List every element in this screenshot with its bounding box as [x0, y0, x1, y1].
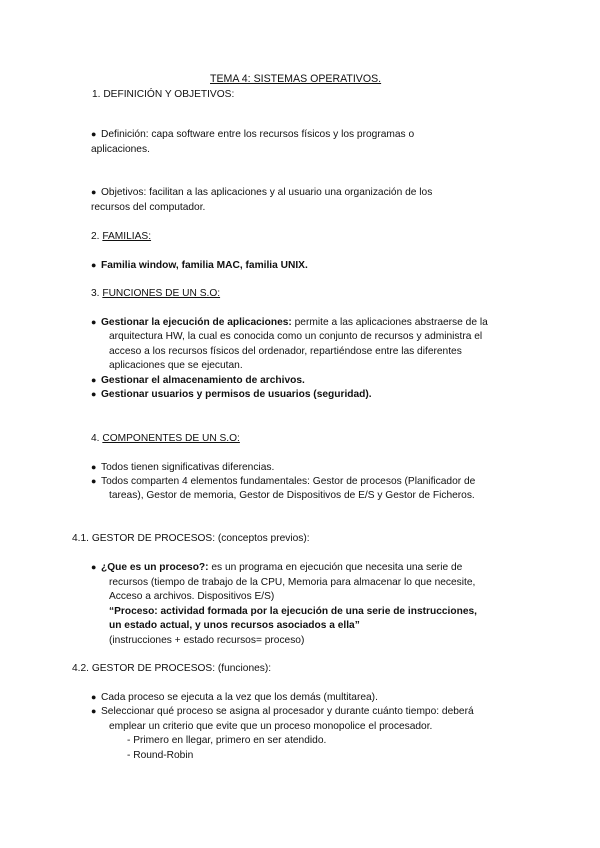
functions-item-2: Gestionar el almacenamiento de archivos.: [101, 375, 305, 386]
section-1-heading: 1. DEFINICIÓN Y OBJETIVOS:: [92, 89, 235, 100]
bullet-functions-1: ●: [91, 317, 97, 327]
process-item-line-1: [101, 561, 462, 574]
bullet-components-1: ●: [91, 462, 97, 472]
definition-line-2: aplicaciones.: [91, 144, 150, 155]
section-4-1-heading: 4.1. GESTOR DE PROCESOS: (conceptos previos):: [72, 533, 310, 544]
functions-item-1-line-4: aplicaciones que se ejecutan.: [109, 360, 243, 371]
bullet-families: ●: [91, 260, 97, 270]
scheduling-option-2: - Round-Robin: [127, 750, 194, 761]
functions-item-3: Gestionar usuarios y permisos de usuarios (seguridad).: [101, 389, 372, 400]
functions-item-1-bold: Gestionar la ejecución de aplicaciones:: [101, 317, 292, 328]
section-4-number: 4.: [91, 433, 100, 444]
process-quote-line-1: “Proceso: actividad formada por la ejecución de una serie de instrucciones,: [109, 606, 477, 617]
section-4-heading: [91, 432, 240, 445]
section-2-title: FAMILIAS:: [102, 231, 152, 242]
process-quote-line-2: un estado actual, y unos recursos asociados a ella”: [109, 620, 360, 631]
bullet-functions-b: ●: [91, 706, 97, 716]
bullet-functions-3: ●: [91, 389, 97, 399]
section-4-title: COMPONENTES DE UN S.O:: [102, 433, 240, 444]
objectives-line-1: Objetivos: facilitan a las aplicaciones y al usuario una organización de los: [101, 187, 433, 198]
section-3-number: 3.: [91, 288, 100, 299]
definition-line-1: Definición: capa software entre los recursos físicos y los programas o: [101, 129, 415, 140]
process-item-rest: es un programa en ejecución que necesita una serie de: [208, 562, 463, 573]
functions-item-1-rest: permite a las aplicaciones abstraerse de la: [291, 317, 488, 328]
section-2-heading: [91, 230, 151, 243]
section-3-title: FUNCIONES DE UN S.O:: [102, 288, 221, 299]
section-3-heading: [91, 287, 220, 300]
scheduling-option-1: - Primero en llegar, primero en ser atendido.: [127, 735, 327, 746]
functions-item-1-line-1: [101, 316, 488, 329]
process-functions-item-2-line-1: Seleccionar qué proceso se asigna al procesador y durante cuánto tiempo: deberá: [101, 706, 474, 717]
components-item-2-line-1: Todos comparten 4 elementos fundamentales: Gestor de procesos (Planificador de: [101, 476, 476, 487]
process-functions-item-2-line-2: emplear un criterio que evite que un proceso monopolice el procesador.: [109, 721, 433, 732]
process-item-line-3: Acceso a archivos. Dispositivos E/S): [109, 591, 275, 602]
families-item: Familia window, familia MAC, familia UNIX.: [101, 260, 308, 271]
functions-item-1-line-3: acceso a los recursos físicos del ordenador, repartiéndose entre las diferentes: [109, 346, 462, 357]
bullet-definition: ●: [91, 129, 97, 139]
bullet-objectives: ●: [91, 187, 97, 197]
section-2-number: 2.: [91, 231, 100, 242]
functions-item-1-line-2: arquitectura HW, la cual es conocida como un conjunto de recursos y administra el: [109, 331, 483, 342]
document-title: TEMA 4: SISTEMAS OPERATIVOS.: [210, 73, 382, 85]
process-item-bold: ¿Que es un proceso?:: [101, 562, 209, 573]
components-item-1: Todos tienen significativas diferencias.: [101, 462, 275, 473]
bullet-process: ●: [91, 562, 97, 572]
bullet-functions-a: ●: [91, 692, 97, 702]
process-formula: (instrucciones + estado recursos= proceso): [109, 635, 305, 646]
components-item-2-line-2: tareas), Gestor de memoria, Gestor de Dispositivos de E/S y Gestor de Ficheros.: [109, 490, 475, 501]
objectives-line-2: recursos del computador.: [91, 202, 206, 213]
bullet-components-2: ●: [91, 476, 97, 486]
process-item-line-2: recursos (tiempo de trabajo de la CPU, Memoria para almacenar lo que necesite,: [109, 577, 476, 588]
section-4-2-heading: 4.2. GESTOR DE PROCESOS: (funciones):: [72, 663, 272, 674]
process-functions-item-1: Cada proceso se ejecuta a la vez que los demás (multitarea).: [101, 692, 378, 703]
bullet-functions-2: ●: [91, 375, 97, 385]
